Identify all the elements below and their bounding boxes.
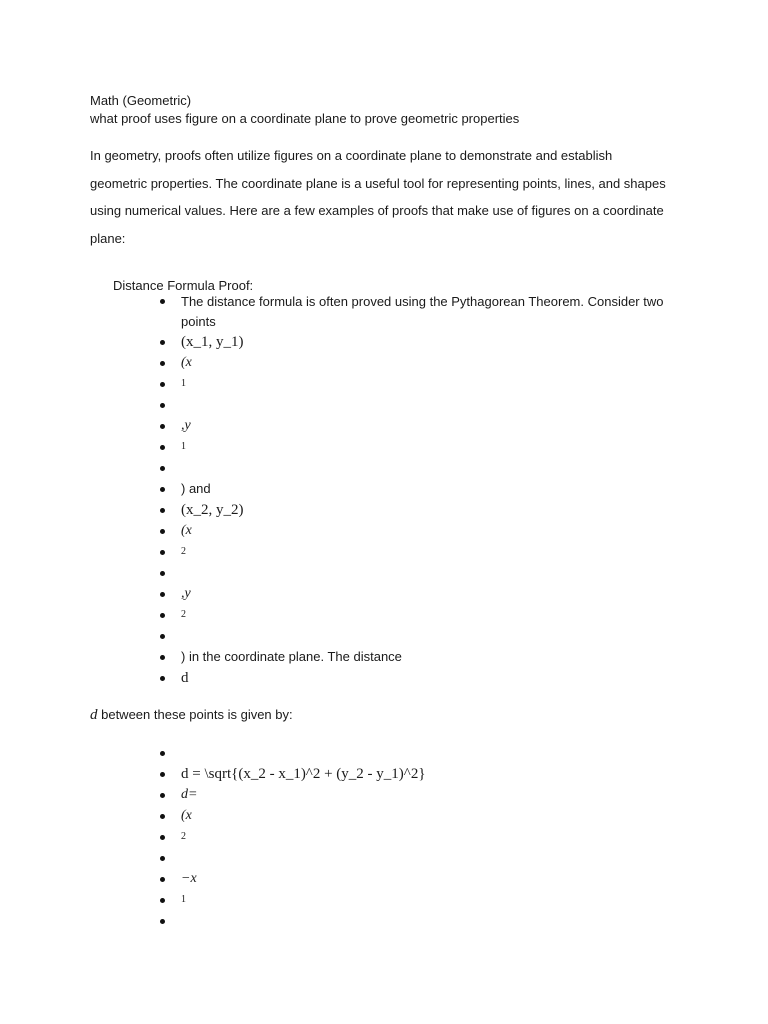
list-item: The distance formula is often proved using the Pythagorean Theorem. Consider two points <box>160 292 680 332</box>
list-item: (x <box>160 355 680 371</box>
list-item <box>160 460 680 476</box>
list-item: ) in the coordinate plane. The distance <box>160 649 680 665</box>
intro-line: using numerical values. Here are a few examples of proofs that make use of figures on a coordinate <box>90 203 664 218</box>
list-item: d = \sqrt{(x_2 - x_1)^2 + (y_2 - y_1)^2} <box>160 766 680 782</box>
intro-line: In geometry, proofs often utilize figures on a coordinate plane to demonstrate and establish <box>90 148 613 163</box>
list-item: 2 <box>160 607 680 623</box>
intro-line: plane: <box>90 230 126 246</box>
list-item: d <box>160 670 680 686</box>
list-item <box>160 850 680 866</box>
list-item: d= <box>160 787 680 803</box>
list-item: (x_2, y_2) <box>160 502 680 518</box>
list-item: (x_1, y_1) <box>160 334 680 350</box>
list-item: ,y <box>160 418 680 434</box>
list-item: ) and <box>160 481 680 497</box>
paragraph-text: between these points is given by: <box>97 707 293 722</box>
section-heading: Distance Formula Proof: <box>113 278 254 293</box>
bullet-list <box>160 745 680 934</box>
list-item: 1 <box>160 376 680 392</box>
list-item: (x <box>160 523 680 539</box>
distance-paragraph <box>90 707 293 723</box>
list-item: ,y <box>160 586 680 602</box>
doc-subtitle: what proof uses figure on a coordinate plane to prove geometric properties <box>90 111 520 126</box>
variable-d: d <box>90 707 98 723</box>
intro-line: geometric properties. The coordinate plane is a useful tool for representing points, lines, and shapes <box>90 175 666 191</box>
list-item <box>160 565 680 581</box>
list-item: 2 <box>160 829 680 845</box>
list-item: 1 <box>160 892 680 908</box>
list-item <box>160 745 680 761</box>
list-item: (x <box>160 808 680 824</box>
doc-title: Math (Geometric) <box>90 93 192 108</box>
list-item: 1 <box>160 439 680 455</box>
list-item: −x <box>160 871 680 887</box>
bullet-list <box>160 292 680 691</box>
list-item <box>160 913 680 929</box>
list-item <box>160 628 680 644</box>
list-item <box>160 397 680 413</box>
intro-paragraph <box>90 142 690 252</box>
list-item: 2 <box>160 544 680 560</box>
